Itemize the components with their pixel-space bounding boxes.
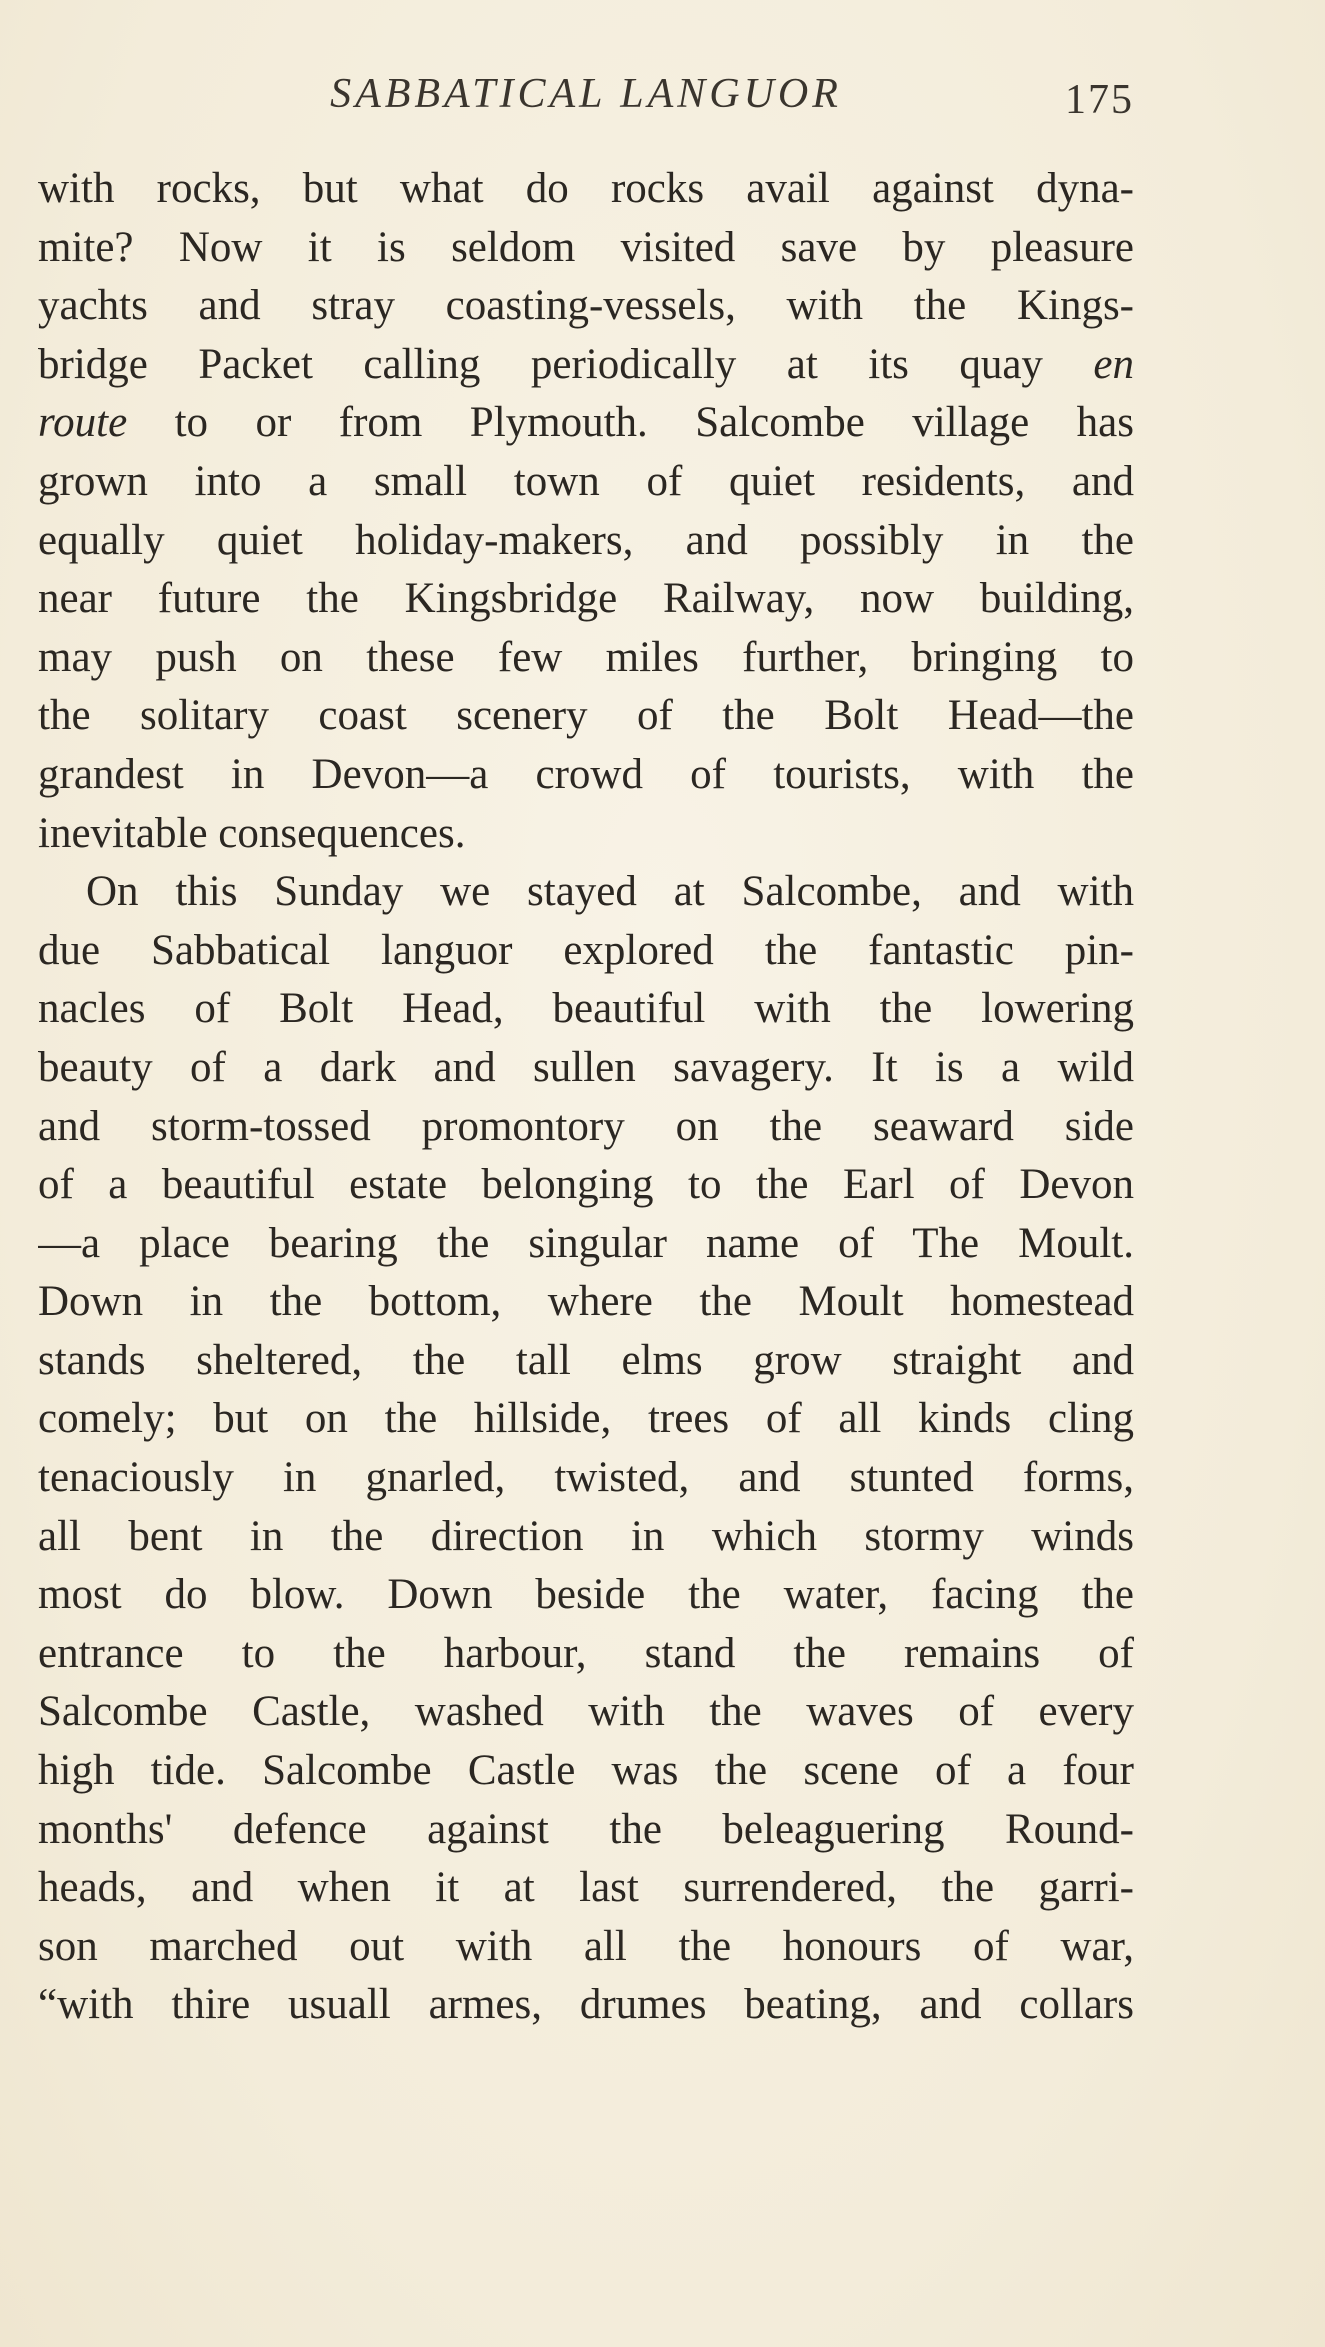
text-line [38,1742,1134,1801]
text-line [38,1683,1134,1742]
text-line [38,805,1134,864]
text-line [38,1273,1134,1332]
text-line [38,1801,1134,1860]
line-text: all bent in the direction in which stormy winds [38,1512,1134,1560]
text-line [38,1332,1134,1391]
line-text: inevitable consequences. [38,809,466,857]
text-line [38,1215,1134,1274]
line-text: son marched out with all the honours of war, [38,1922,1134,1970]
text-line [38,629,1134,688]
line-text: mite? Now it is seldom visited save by pleasure [38,223,1134,271]
line-text: “with thire usuall armes, drumes beating, and collars [38,1981,1134,2029]
line-text: high tide. Salcombe Castle was the scene of a four [38,1747,1134,1795]
line-text: the solitary coast scenery of the Bolt Head—the [38,692,1134,740]
line-text: yachts and stray coasting-vessels, with the Kings- [38,282,1134,330]
text-line [38,1918,1134,1977]
line-text: to or from Plymouth. Salcombe village has [127,399,1134,447]
text-line [38,512,1134,571]
line-text: with rocks, but what do rocks avail against dyna- [38,165,1134,212]
italic-text: route [38,399,128,447]
text-line [38,1390,1134,1449]
text-line [38,1976,1134,2035]
line-text: Down in the bottom, where the Moult homestead [38,1278,1134,1326]
text-line [38,863,1134,922]
running-head: SABBATICAL LANGUOR [330,71,842,117]
line-text: —a place bearing the singular name of The Moult. [38,1219,1134,1267]
text-line [38,394,1134,453]
text-line [38,1098,1134,1157]
line-text: comely; but on the hillside, trees of all kinds cling [38,1395,1134,1443]
line-text: heads, and when it at last surrendered, the garri- [38,1864,1134,1912]
line-text: and storm-tossed promontory on the seaward side [38,1102,1134,1150]
text-line [38,277,1134,336]
body-text [38,160,1134,2035]
line-text: tenaciously in gnarled, twisted, and stunted forms, [38,1454,1134,1502]
line-text: near future the Kingsbridge Railway, now building, [38,575,1134,623]
line-text: months' defence against the beleaguering Round- [38,1805,1134,1853]
text-line [38,453,1134,512]
text-line [38,1859,1134,1918]
text-line [38,922,1134,981]
line-text: entrance to the harbour, stand the remains of [38,1629,1134,1677]
line-text: beauty of a dark and sullen savagery. It is a wild [38,1043,1134,1091]
text-line [38,1449,1134,1508]
text-line [38,336,1134,395]
line-text: most do blow. Down beside the water, facing the [38,1571,1134,1619]
line-text: grandest in Devon—a crowd of tourists, with the [38,750,1134,798]
text-line [38,1039,1134,1098]
text-line [38,1508,1134,1567]
line-text: of a beautiful estate belonging to the Earl of Devon [38,1161,1134,1209]
text-line [38,687,1134,746]
line-text: grown into a small town of quiet residents, and [38,457,1134,505]
line-text: equally quiet holiday-makers, and possibly in the [38,516,1134,564]
text-line [38,980,1134,1039]
page-header [38,70,1134,130]
line-text: On this Sunday we stayed at Salcombe, and with [86,868,1134,916]
line-text: bridge Packet calling periodically at its quay [38,340,1043,388]
page-number: 175 [1065,77,1134,123]
text-line [38,1156,1134,1215]
line-text: stands sheltered, the tall elms grow straight and [38,1336,1134,1384]
text-line [38,1625,1134,1684]
text-line [38,219,1134,278]
line-text: due Sabbatical languor explored the fantastic pin- [38,926,1134,974]
text-line [38,160,1134,219]
text-line [38,1566,1134,1625]
line-text: may push on these few miles further, bringing to [38,633,1134,681]
text-line [38,746,1134,805]
line-text: nacles of Bolt Head, beautiful with the lowering [38,985,1134,1033]
line-text: Salcombe Castle, washed with the waves of every [38,1688,1134,1736]
italic-text: en [1093,340,1134,388]
text-line [38,570,1134,629]
